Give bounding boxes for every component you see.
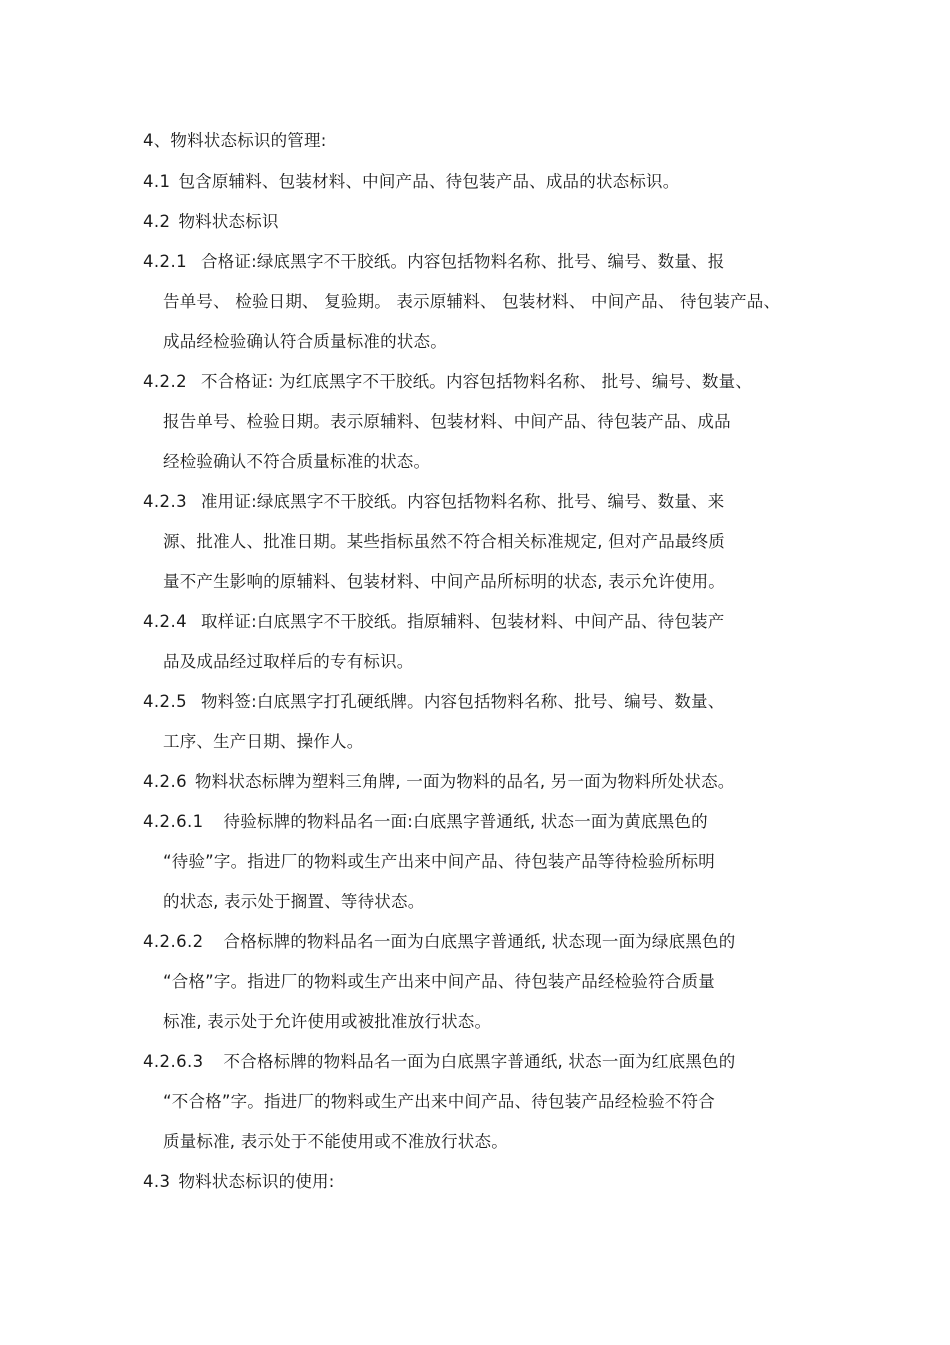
section-heading-4-3 bbox=[143, 1171, 335, 1193]
clause-text: 质量标准, 表示处于不能使用或不准放行状态。 bbox=[163, 1132, 508, 1151]
clause-number: 4.2.6.1 bbox=[143, 812, 204, 831]
clause-text: 物料状态标识的使用: bbox=[178, 1172, 335, 1191]
clause-number: 4.2 bbox=[143, 212, 171, 231]
clause-text: 经检验确认不符合质量标准的状态。 bbox=[163, 452, 431, 471]
clause-number: 4.2.6.2 bbox=[143, 932, 204, 951]
clause-number: 4.2.6.3 bbox=[143, 1052, 204, 1071]
clause-text: 取样证:白底黑字不干胶纸。指原辅料、包装材料、中间产品、待包装产 bbox=[200, 612, 725, 631]
paragraph-continuation bbox=[163, 891, 424, 913]
heading-text: 4、物料状态标识的管理: bbox=[143, 131, 327, 150]
paragraph-4-2-1 bbox=[143, 251, 724, 273]
clause-text: 工序、生产日期、操作人。 bbox=[163, 732, 364, 751]
clause-number: 4.2.6 bbox=[143, 772, 187, 791]
section-heading-4 bbox=[143, 130, 326, 152]
paragraph-continuation bbox=[163, 1011, 491, 1033]
paragraph-4-2-5 bbox=[143, 691, 724, 713]
paragraph-continuation bbox=[163, 531, 725, 553]
clause-text: 物料状态标识 bbox=[178, 212, 279, 231]
clause-text: “不合格”字。指进厂的物料或生产出来中间产品、待包装产品经检验不符合 bbox=[163, 1092, 715, 1111]
paragraph-continuation bbox=[163, 1091, 715, 1113]
clause-text: 准用证:绿底黑字不干胶纸。内容包括物料名称、批号、编号、数量、来 bbox=[200, 492, 725, 511]
clause-text: 成品经检验确认符合质量标准的状态。 bbox=[163, 332, 447, 351]
clause-text: 源、批准人、批准日期。某些指标虽然不符合相关标准规定, 但对产品最终质 bbox=[163, 532, 725, 551]
clause-text: 量不产生影响的原辅料、包装材料、中间产品所标明的状态, 表示允许使用。 bbox=[163, 572, 725, 591]
clause-number: 4.1 bbox=[143, 172, 171, 191]
paragraph-4-1 bbox=[143, 171, 679, 193]
clause-number: 4.3 bbox=[143, 1172, 171, 1191]
paragraph-continuation bbox=[163, 291, 780, 313]
clause-text: 不合格证: 为红底黑字不干胶纸。内容包括物料名称、 批号、编号、数量、 bbox=[200, 372, 753, 391]
clause-number: 4.2.4 bbox=[143, 612, 187, 631]
paragraph-continuation bbox=[163, 971, 715, 993]
clause-text: 不合格标牌的物料品名一面为白底黑字普通纸, 状态一面为红底黑色的 bbox=[223, 1052, 736, 1071]
clause-text: 报告单号、检验日期。表示原辅料、包装材料、中间产品、待包装产品、成品 bbox=[163, 412, 731, 431]
paragraph-continuation bbox=[163, 451, 430, 473]
clause-text: 待验标牌的物料品名一面:白底黑字普通纸, 状态一面为黄底黑色的 bbox=[223, 812, 708, 831]
clause-text: “合格”字。指进厂的物料或生产出来中间产品、待包装产品经检验符合质量 bbox=[163, 972, 715, 991]
clause-text: 合格证:绿底黑字不干胶纸。内容包括物料名称、批号、编号、数量、报 bbox=[200, 252, 725, 271]
clause-number: 4.2.1 bbox=[143, 252, 187, 271]
paragraph-4-2-6 bbox=[143, 771, 734, 793]
paragraph-4-2-6-2 bbox=[143, 931, 735, 953]
paragraph-4-2-3 bbox=[143, 491, 724, 513]
clause-text: 品及成品经过取样后的专有标识。 bbox=[163, 652, 414, 671]
section-heading-4-2 bbox=[143, 211, 279, 233]
clause-text: 告单号、 检验日期、 复验期。 表示原辅料、 包装材料、 中间产品、 待包装产品、 bbox=[163, 292, 781, 311]
paragraph-4-2-2 bbox=[143, 371, 752, 393]
clause-text: 物料状态标牌为塑料三角牌, 一面为物料的品名, 另一面为物料所处状态。 bbox=[194, 772, 735, 791]
clause-text: 包含原辅料、包装材料、中间产品、待包装产品、成品的状态标识。 bbox=[178, 172, 680, 191]
clause-text: 合格标牌的物料品名一面为白底黑字普通纸, 状态现一面为绿底黑色的 bbox=[223, 932, 736, 951]
paragraph-continuation bbox=[163, 651, 414, 673]
clause-text: “待验”字。指进厂的物料或生产出来中间产品、待包装产品等待检验所标明 bbox=[163, 852, 715, 871]
paragraph-4-2-6-1 bbox=[143, 811, 708, 833]
paragraph-continuation bbox=[163, 571, 725, 593]
paragraph-4-2-4 bbox=[143, 611, 724, 633]
paragraph-continuation bbox=[163, 331, 447, 353]
paragraph-continuation bbox=[163, 851, 715, 873]
clause-number: 4.2.2 bbox=[143, 372, 187, 391]
clause-text: 标准, 表示处于允许使用或被批准放行状态。 bbox=[163, 1012, 492, 1031]
paragraph-continuation bbox=[163, 411, 731, 433]
clause-text: 的状态, 表示处于搁置、等待状态。 bbox=[163, 892, 425, 911]
clause-number: 4.2.5 bbox=[143, 692, 187, 711]
clause-text: 物料签:白底黑字打孔硬纸牌。内容包括物料名称、批号、编号、数量、 bbox=[200, 692, 725, 711]
paragraph-continuation bbox=[163, 1131, 508, 1153]
paragraph-continuation bbox=[163, 731, 363, 753]
paragraph-4-2-6-3 bbox=[143, 1051, 735, 1073]
clause-number: 4.2.3 bbox=[143, 492, 187, 511]
